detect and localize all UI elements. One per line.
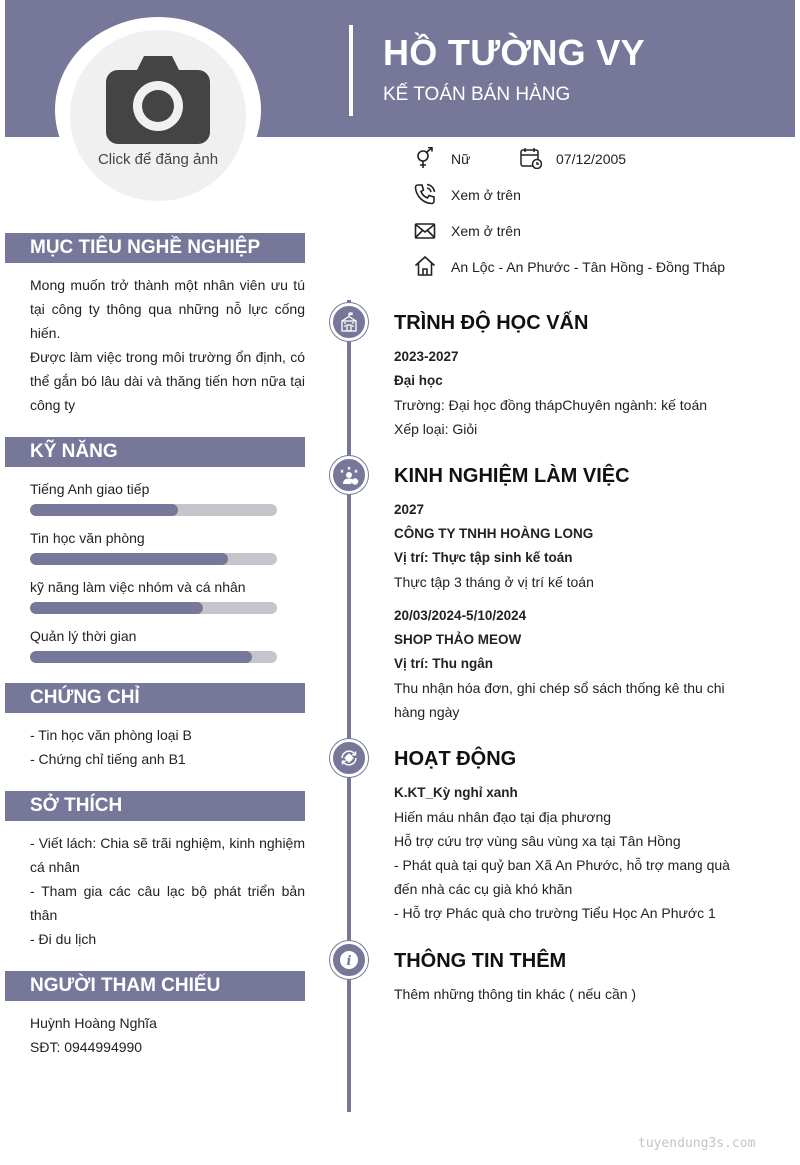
worker-stars-icon (339, 465, 359, 485)
skill-label: kỹ năng làm việc nhóm và cá nhân (30, 579, 246, 595)
objective-title: MỤC TIÊU NGHỀ NGHIỆP (5, 233, 305, 263)
job-position: Vị trí: Thực tập sinh kế toán (394, 550, 573, 565)
education-school: Trường: Đại học đồng thápChuyên ngành: kế toán (394, 397, 708, 413)
job-description-line: Thu nhận hóa đơn, ghi chép sổ sách thống kê thu chi (394, 680, 725, 696)
phone-icon (414, 183, 436, 205)
photo-upload-caption[interactable]: Click để đăng ảnh (97, 151, 219, 168)
gender-icon (414, 147, 436, 169)
skill-label: Tiếng Anh giao tiếp (30, 481, 150, 497)
job-title: KẾ TOÁN BÁN HÀNG (383, 84, 571, 105)
skill-label: Quản lý thời gian (30, 628, 137, 644)
activity-line: Hỗ trợ cứu trợ vùng sâu vùng xa tại Tân Hồng (394, 833, 681, 849)
name-divider (349, 25, 353, 116)
full-name: HỒ TƯỜNG VY (383, 32, 645, 73)
skill-bar (30, 651, 277, 663)
experience-title: KINH NGHIỆM LÀM VIỆC (394, 465, 630, 487)
info-icon (339, 950, 359, 970)
skill-label: Tin học văn phòng (30, 530, 145, 546)
job-position: Vị trí: Thu ngân (394, 656, 493, 671)
education-rank: Xếp loại: Giỏi (394, 421, 478, 437)
hobby-item: - Đi du lịch (30, 931, 97, 947)
skill-bar-fill (30, 651, 252, 663)
skill-bar-fill (30, 504, 178, 516)
activity-org: K.KT_Kỳ nghỉ xanh (394, 785, 518, 800)
activities-title: HOẠT ĐỘNG (394, 748, 517, 770)
objective-paragraph-1: Mong muốn trở thành một nhân viên ưu tú tại công ty thông qua những nỗ lực cống hiến. (30, 277, 305, 341)
email-value: Xem ở trên (451, 223, 521, 239)
activity-line: đến nhà các cụ già khó khăn (394, 881, 573, 897)
extra-info-text: Thêm những thông tin khác ( nếu cần ) (394, 986, 637, 1002)
references-title: NGƯỜI THAM CHIẾU (5, 971, 305, 1001)
hobby-item: - Viết lách: Chia sẽ trãi nghiệm, kinh nghiệm cá nhân (30, 835, 305, 875)
activity-line: - Phát quà tại quỷ ban Xã An Phước, hỗ trợ mang quà (394, 857, 730, 873)
education-degree: Đại học (394, 373, 443, 388)
calendar-icon (520, 147, 542, 169)
extra-info-title: THÔNG TIN THÊM (394, 950, 567, 972)
reference-name: Huỳnh Hoàng Nghĩa (30, 1015, 157, 1031)
birthdate-value: 07/12/2005 (556, 151, 627, 167)
gender-value: Nữ (451, 151, 471, 167)
watermark: tuyendung3s.com (638, 1136, 756, 1151)
phone-value: Xem ở trên (451, 187, 521, 203)
education-badge (330, 303, 368, 341)
reference-phone: SĐT: 0944994990 (30, 1039, 143, 1055)
skills-title: KỸ NĂNG (5, 437, 305, 467)
hobbies-title: SỞ THÍCH (5, 791, 305, 821)
activity-line: Hiến máu nhân đạo tại địa phương (394, 809, 612, 825)
hobby-item: - Tham gia các câu lạc bộ phát triển bản thân (30, 883, 305, 923)
education-period: 2023-2027 (394, 349, 459, 364)
objective-paragraph-2: Được làm việc trong môi trường ổn định, có thể gắn bó lâu dài và thăng tiến hơn nữa tại công ty (30, 349, 305, 413)
certificate-item: - Tin học văn phòng loại B (30, 727, 192, 743)
mail-icon (414, 220, 436, 242)
activities-badge (330, 739, 368, 777)
job-description: Thực tập 3 tháng ở vị trí kế toán (394, 574, 594, 590)
skill-bar-fill (30, 602, 203, 614)
skill-bar (30, 602, 277, 614)
skill-bar (30, 504, 277, 516)
job-company: CÔNG TY TNHH HOÀNG LONG (394, 526, 594, 541)
certificates-title: CHỨNG CHỈ (5, 683, 305, 713)
education-title: TRÌNH ĐỘ HỌC VẤN (394, 312, 589, 334)
activity-line: - Hỗ trợ Phác quà cho trường Tiểu Học An Phước 1 (394, 905, 716, 921)
job-period: 2027 (394, 502, 425, 517)
skill-bar-fill (30, 553, 228, 565)
school-icon (339, 312, 359, 332)
camera-icon[interactable] (106, 56, 210, 144)
address-value: An Lộc - An Phước - Tân Hồng - Đồng Tháp (451, 259, 726, 275)
svg-text:i: i (346, 954, 352, 969)
job-description-line: hàng ngày (394, 704, 460, 720)
timeline-line (347, 300, 351, 1112)
extra-info-badge (330, 941, 368, 979)
job-period: 20/03/2024-5/10/2024 (394, 608, 527, 623)
skill-bar (30, 553, 277, 565)
experience-badge (330, 456, 368, 494)
home-icon (414, 255, 436, 277)
job-company: SHOP THẢO MEOW (394, 632, 522, 647)
gear-cycle-icon (339, 748, 359, 768)
certificate-item: - Chứng chỉ tiếng anh B1 (30, 751, 186, 767)
